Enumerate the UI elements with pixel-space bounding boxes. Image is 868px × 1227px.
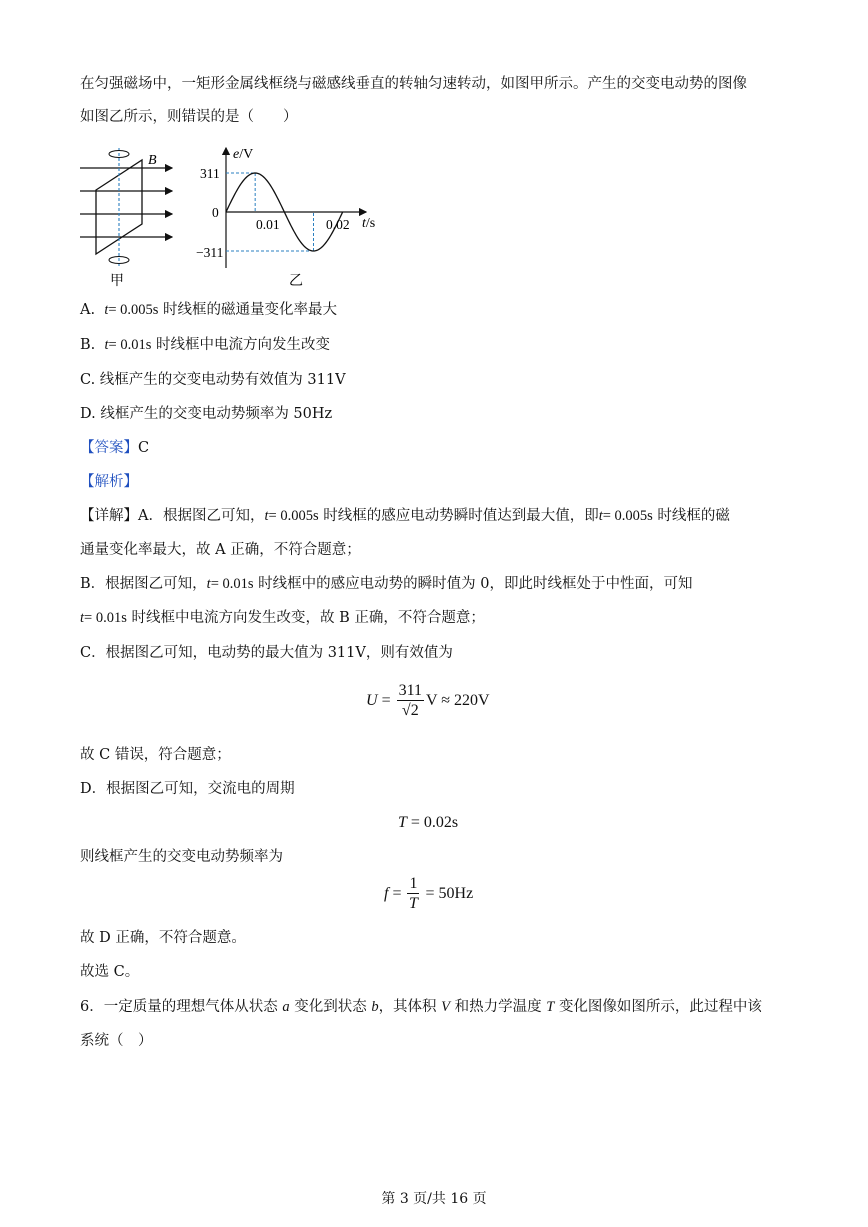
analysis-tag: 【解析】 [80,474,138,490]
option-a: A. t= 0.005s 时线框的磁通量变化率最大 [80,302,338,318]
figure-yi [196,140,396,290]
page-footer: 第 3 页/共 16 页 [381,1191,487,1207]
tick-311: 311 [200,166,220,181]
formula-period: T = 0.02s [398,814,459,831]
answer-line [80,438,149,458]
detail-a-line-1: 【详解】A．根据图乙可知，t= 0.005s 时线框的感应电动势瞬时值达到最大值，即t= 0.005s 时线框的磁 [80,508,730,524]
option-b: B. t= 0.01s 时线框中电流方向发生改变 [80,337,330,353]
question-line-2: 如图乙所示，则错误的是（ ） [80,109,298,125]
y-axis-label-text: /V [239,147,254,162]
caption-yi: 乙 [289,274,303,289]
option-d: D. 线框产生的交变电动势频率为 50Hz [80,406,333,422]
detail-tag: 【详解】 [80,508,138,524]
formula-frequency: f = $\frac{1}{T}$ = 50Hz [384,875,474,912]
tick-0.02: 0.02 [326,217,350,232]
caption-jia: 甲 [110,274,124,289]
detail-d-line-3: 故 D 正确，不符合题意。 [80,930,246,946]
y-axis-label: e/V [233,147,254,162]
next-question-line-1: 6．一定质量的理想气体从状态 a 变化到状态 b，其体积 V 和热力学温度 T 变化图像如图所示，此过程中该 [80,999,762,1015]
question-line-1: 在匀强磁场中，一矩形金属线框绕与磁感线垂直的转轴匀速转动，如图甲所示。产生的交变电动势的图像 [80,76,747,92]
detail-b-line-2: t= 0.01s 时线框中电流方向发生改变，故 B 正确，不符合题意； [80,610,485,626]
conclusion: 故选 C。 [80,964,140,980]
detail-c-line-2: 故 C 错误，符合题意； [80,747,231,763]
detail-d-line-2: 则线框产生的交变电动势频率为 [80,849,283,865]
field-label: B [148,153,157,168]
answer-value: C [138,440,150,456]
tick-0.01: 0.01 [256,217,280,232]
answer-tag: 【答案】 [80,440,138,456]
detail-c-line-1: C．根据图乙可知，电动势的最大值为 311V，则有效值为 [80,645,453,661]
detail-a-line-2: 通量变化率最大，故 A 正确，不符合题意； [80,542,361,558]
tick-neg311: −311 [196,245,224,260]
formula-effective-value: U = $\frac{311}{√2}$ V ≈ 220V [366,682,490,719]
x-axis-label: t/s [362,216,376,231]
detail-b-line-1: B．根据图乙可知，t= 0.01s 时线框中的感应电动势的瞬时值为 0，即此时线框处于中性面，可知 [80,576,693,592]
tick-0: 0 [212,205,219,220]
option-c: C. 线框产生的交变电动势有效值为 311V [80,372,346,388]
analysis-line [80,472,138,492]
detail-d-line-1: D．根据图乙可知，交流电的周期 [80,781,295,797]
figure-jia [76,142,186,290]
next-question-line-2: 系统（ ） [80,1033,153,1049]
